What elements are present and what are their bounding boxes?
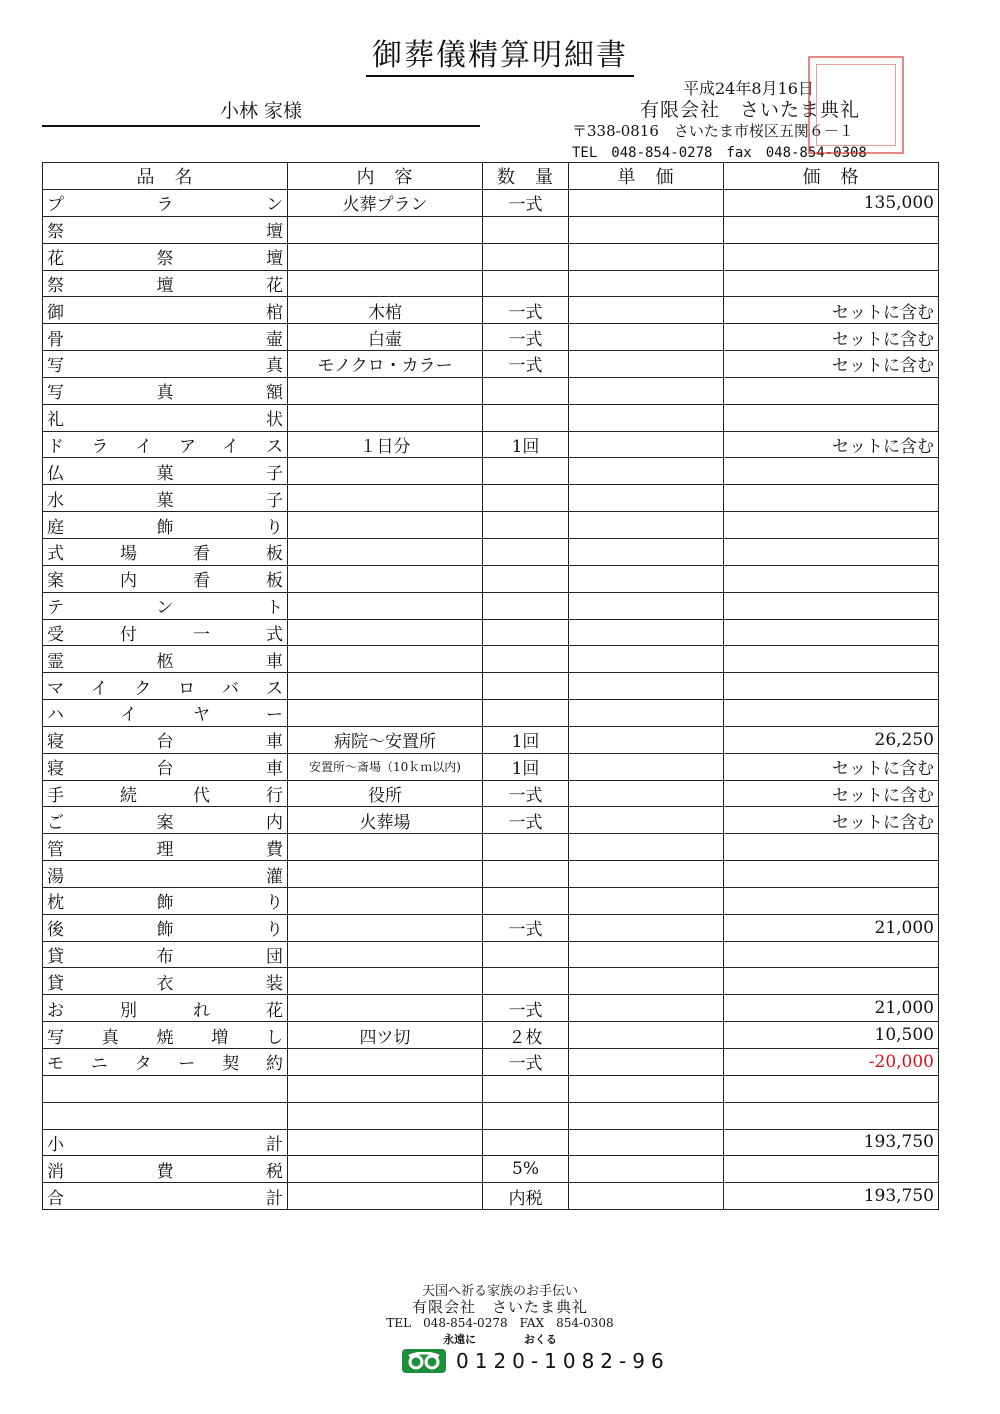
table-row (43, 834, 939, 861)
freedial-number: 0120-1082-96 (456, 1349, 670, 1373)
item-name: 管理費 (43, 834, 288, 861)
column-header-price: 価 格 (724, 163, 939, 190)
table-body (43, 190, 939, 1210)
item-qty (483, 270, 569, 297)
item-unit-price (569, 780, 724, 807)
table-row (43, 807, 939, 834)
item-price: セットに含む (724, 807, 939, 834)
item-price (724, 887, 939, 914)
table-row (43, 780, 939, 807)
item-price: 193,750 (724, 1129, 939, 1156)
item-unit-price (569, 297, 724, 324)
table-row (43, 700, 939, 727)
item-unit-price (569, 404, 724, 431)
item-price: 21,000 (724, 995, 939, 1022)
table-row (43, 753, 939, 780)
item-price (724, 485, 939, 512)
table-row (43, 485, 939, 512)
item-price: -20,000 (724, 1049, 939, 1076)
item-price: 10,500 (724, 1022, 939, 1049)
item-price (724, 538, 939, 565)
item-qty: 1回 (483, 431, 569, 458)
item-qty (483, 1075, 569, 1102)
item-content: 火葬場 (288, 807, 483, 834)
item-content (288, 565, 483, 592)
item-content (288, 404, 483, 431)
item-content (288, 700, 483, 727)
item-qty: 一式 (483, 780, 569, 807)
item-unit-price (569, 1129, 724, 1156)
item-unit-price (569, 190, 724, 217)
item-qty: 一式 (483, 297, 569, 324)
item-qty: 内税 (483, 1183, 569, 1210)
item-unit-price (569, 834, 724, 861)
item-unit-price (569, 1156, 724, 1183)
item-qty: 一式 (483, 1049, 569, 1076)
item-name: 消費税 (43, 1156, 288, 1183)
item-price: セットに含む (724, 753, 939, 780)
item-qty (483, 404, 569, 431)
item-name: 案内看板 (43, 565, 288, 592)
item-qty (483, 243, 569, 270)
slogan-right: おくる (523, 1333, 557, 1346)
column-header-content: 内 容 (288, 163, 483, 190)
item-unit-price (569, 1022, 724, 1049)
item-name: マイクロバス (43, 673, 288, 700)
item-content: 木棺 (288, 297, 483, 324)
item-unit-price (569, 565, 724, 592)
item-name: 御棺 (43, 297, 288, 324)
item-name: 写真焼増し (43, 1022, 288, 1049)
freedial-icon (402, 1349, 446, 1373)
table-row (43, 861, 939, 888)
item-unit-price (569, 914, 724, 941)
item-name: 貸衣装 (43, 968, 288, 995)
item-unit-price (569, 592, 724, 619)
item-unit-price (569, 1102, 724, 1129)
item-unit-price (569, 700, 724, 727)
table-row (43, 270, 939, 297)
item-content (288, 941, 483, 968)
item-unit-price (569, 351, 724, 378)
item-content (288, 673, 483, 700)
item-content: 火葬プラン (288, 190, 483, 217)
item-name: 後飾り (43, 914, 288, 941)
item-content (288, 458, 483, 485)
item-price (724, 458, 939, 485)
table-row (43, 914, 939, 941)
item-qty: 5% (483, 1156, 569, 1183)
item-name: 水菓子 (43, 485, 288, 512)
item-name: 受付一式 (43, 619, 288, 646)
item-price (724, 968, 939, 995)
item-name: ご案内 (43, 807, 288, 834)
document-title: 御葬儀精算明細書 (366, 38, 634, 77)
item-qty (483, 968, 569, 995)
item-qty (483, 512, 569, 539)
item-price (724, 565, 939, 592)
table-row (43, 995, 939, 1022)
table-row (43, 941, 939, 968)
table-row (43, 592, 939, 619)
slogan-left: 永遠に (443, 1333, 477, 1346)
item-unit-price (569, 726, 724, 753)
item-name: 礼状 (43, 404, 288, 431)
item-qty: 一式 (483, 807, 569, 834)
table-row (43, 431, 939, 458)
item-qty (483, 377, 569, 404)
item-name: プラン (43, 190, 288, 217)
item-unit-price (569, 753, 724, 780)
item-content (288, 914, 483, 941)
item-name: ドライアイス (43, 431, 288, 458)
issue-date: 平成24年8月16日 (683, 79, 814, 98)
item-content (288, 834, 483, 861)
item-unit-price (569, 646, 724, 673)
footer-company: 有限会社 さいたま典礼 (411, 1298, 588, 1316)
item-content: １日分 (288, 431, 483, 458)
item-qty (483, 458, 569, 485)
item-price (724, 512, 939, 539)
item-content (288, 1156, 483, 1183)
table-row (43, 887, 939, 914)
item-qty: 一式 (483, 914, 569, 941)
item-content (288, 1049, 483, 1076)
item-name: モニター契約 (43, 1049, 288, 1076)
item-price (724, 377, 939, 404)
item-name: 写真 (43, 351, 288, 378)
item-qty: 一式 (483, 190, 569, 217)
item-qty (483, 861, 569, 888)
table-row (43, 216, 939, 243)
item-price: セットに含む (724, 297, 939, 324)
item-content (288, 861, 483, 888)
item-qty (483, 538, 569, 565)
table-row (43, 458, 939, 485)
item-qty (483, 1129, 569, 1156)
company-address: 〒338-0816 さいたま市桜区五関６－１ (572, 122, 854, 140)
item-price (724, 1075, 939, 1102)
table-row (43, 351, 939, 378)
item-qty (483, 565, 569, 592)
table-row (43, 538, 939, 565)
item-name (43, 1102, 288, 1129)
item-price: 21,000 (724, 914, 939, 941)
item-price: セットに含む (724, 351, 939, 378)
total-row (43, 1183, 939, 1210)
item-unit-price (569, 324, 724, 351)
item-content: 四ツ切 (288, 1022, 483, 1049)
item-content (288, 1183, 483, 1210)
table-row (43, 324, 939, 351)
table-row (43, 726, 939, 753)
item-content (288, 1075, 483, 1102)
item-content (288, 887, 483, 914)
item-qty: 一式 (483, 324, 569, 351)
item-name: ハイヤー (43, 700, 288, 727)
table-row (43, 646, 939, 673)
item-unit-price (569, 807, 724, 834)
item-unit-price (569, 485, 724, 512)
table-row (43, 512, 939, 539)
item-content (288, 646, 483, 673)
item-unit-price (569, 1049, 724, 1076)
item-qty: 一式 (483, 995, 569, 1022)
item-content (288, 619, 483, 646)
table-row (43, 673, 939, 700)
item-qty (483, 216, 569, 243)
item-price (724, 1156, 939, 1183)
table-row (43, 1102, 939, 1129)
item-price: 135,000 (724, 190, 939, 217)
item-content (288, 512, 483, 539)
column-header-name: 品 名 (43, 163, 288, 190)
item-content (288, 538, 483, 565)
item-content (288, 1102, 483, 1129)
item-price (724, 700, 939, 727)
item-price: 26,250 (724, 726, 939, 753)
item-name: 合計 (43, 1183, 288, 1210)
item-unit-price (569, 512, 724, 539)
item-content: 役所 (288, 780, 483, 807)
customer-name: 小林 家様 (42, 96, 480, 127)
item-name: 手続代行 (43, 780, 288, 807)
item-name: 枕飾り (43, 887, 288, 914)
item-price (724, 216, 939, 243)
item-qty (483, 485, 569, 512)
item-name: 寝台車 (43, 726, 288, 753)
item-name: 仏菓子 (43, 458, 288, 485)
item-unit-price (569, 861, 724, 888)
footer-tel: TEL 048-854-0278 FAX 854-0308 (386, 1316, 614, 1330)
item-price: セットに含む (724, 431, 939, 458)
item-name: テント (43, 592, 288, 619)
item-name: 湯灌 (43, 861, 288, 888)
item-qty: 一式 (483, 351, 569, 378)
item-unit-price (569, 431, 724, 458)
item-unit-price (569, 941, 724, 968)
item-content: 白壷 (288, 324, 483, 351)
item-qty (483, 834, 569, 861)
item-price (724, 834, 939, 861)
table-row (43, 565, 939, 592)
table-row (43, 297, 939, 324)
item-price (724, 404, 939, 431)
item-price (724, 592, 939, 619)
item-qty (483, 673, 569, 700)
item-content (288, 968, 483, 995)
table-row (43, 968, 939, 995)
table-row (43, 243, 939, 270)
item-qty (483, 1102, 569, 1129)
item-content: 病院～安置所 (288, 726, 483, 753)
item-content (288, 485, 483, 512)
item-price: セットに含む (724, 780, 939, 807)
item-content (288, 592, 483, 619)
item-name: 霊柩車 (43, 646, 288, 673)
item-price (724, 243, 939, 270)
item-price (724, 646, 939, 673)
item-unit-price (569, 538, 724, 565)
item-price (724, 861, 939, 888)
company-tel: TEL 048-854-0278 fax 048-854-0308 (572, 145, 867, 161)
item-unit-price (569, 458, 724, 485)
item-content (288, 243, 483, 270)
item-content (288, 270, 483, 297)
item-name: 寝台車 (43, 753, 288, 780)
table-row (43, 190, 939, 217)
item-qty (483, 646, 569, 673)
total-row (43, 1156, 939, 1183)
table-header-row (43, 163, 939, 190)
company-seal-icon (808, 56, 904, 154)
footer-slogan (0, 1331, 1000, 1347)
freedial (402, 1346, 670, 1376)
item-qty: 1回 (483, 726, 569, 753)
table-row (43, 404, 939, 431)
item-name: 花祭壇 (43, 243, 288, 270)
item-unit-price (569, 243, 724, 270)
item-qty (483, 887, 569, 914)
item-name: 骨壷 (43, 324, 288, 351)
item-content (288, 995, 483, 1022)
item-unit-price (569, 619, 724, 646)
item-content (288, 216, 483, 243)
item-unit-price (569, 673, 724, 700)
table-row (43, 1049, 939, 1076)
table-row (43, 1022, 939, 1049)
item-unit-price (569, 216, 724, 243)
item-price (724, 619, 939, 646)
item-content (288, 1129, 483, 1156)
item-qty (483, 941, 569, 968)
item-qty: 1回 (483, 753, 569, 780)
item-content: モノクロ・カラー (288, 351, 483, 378)
item-name: 小計 (43, 1129, 288, 1156)
table-row (43, 1075, 939, 1102)
item-unit-price (569, 887, 724, 914)
item-price (724, 941, 939, 968)
item-name: 写真額 (43, 377, 288, 404)
item-name: 庭飾り (43, 512, 288, 539)
item-name: 式場看板 (43, 538, 288, 565)
item-name (43, 1075, 288, 1102)
item-price: セットに含む (724, 324, 939, 351)
item-unit-price (569, 1183, 724, 1210)
table-row (43, 619, 939, 646)
item-qty (483, 619, 569, 646)
company-name: 有限会社 さいたま典礼 (640, 99, 861, 121)
item-unit-price (569, 968, 724, 995)
item-qty (483, 700, 569, 727)
total-row (43, 1129, 939, 1156)
item-unit-price (569, 270, 724, 297)
item-price (724, 673, 939, 700)
item-unit-price (569, 995, 724, 1022)
item-price (724, 270, 939, 297)
item-content (288, 377, 483, 404)
item-name: 祭壇 (43, 216, 288, 243)
item-content: 安置所～斎場（10ｋｍ以内) (288, 753, 483, 780)
item-name: 祭壇花 (43, 270, 288, 297)
item-unit-price (569, 377, 724, 404)
item-name: お別れ花 (43, 995, 288, 1022)
item-price: 193,750 (724, 1183, 939, 1210)
footer-tagline: 天国へ祈る家族のお手伝い (421, 1284, 578, 1299)
item-unit-price (569, 1075, 724, 1102)
item-price (724, 1102, 939, 1129)
item-qty (483, 592, 569, 619)
column-header-qty: 数 量 (483, 163, 569, 190)
table-row (43, 377, 939, 404)
invoice-table (42, 162, 939, 1210)
column-header-unit: 単 価 (569, 163, 724, 190)
item-qty: ２枚 (483, 1022, 569, 1049)
item-name: 貸布団 (43, 941, 288, 968)
